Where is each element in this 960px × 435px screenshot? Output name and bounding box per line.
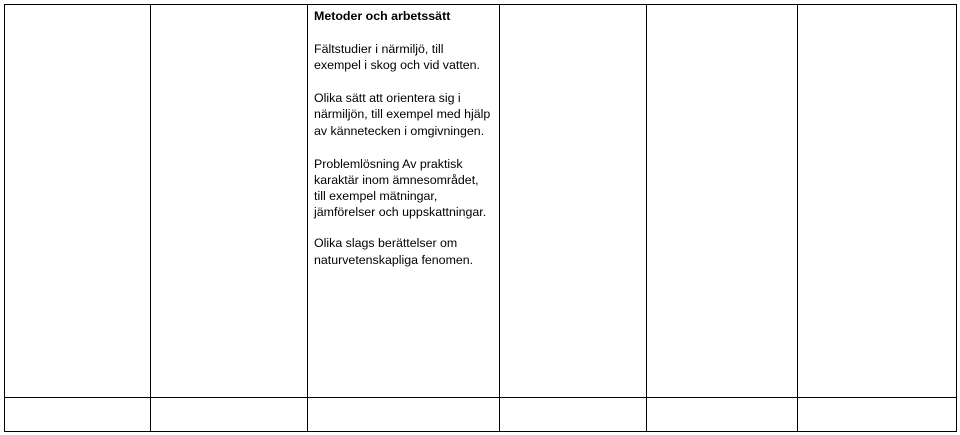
table-cell [647, 5, 798, 398]
tight-group [314, 156, 493, 268]
paragraph-orientation: Olika sätt att orientera sig i närmiljön, till exempel med hjälp av kännetecken i omgivningen. [314, 90, 491, 138]
section-heading: Metoder och arbetssätt [314, 9, 451, 23]
table-row [5, 5, 957, 398]
paragraph-field-studies: Fältstudier i närmiljö, till exempel i skog och vid vatten. [314, 41, 480, 73]
methods-content [308, 5, 499, 268]
table-cell [500, 398, 647, 432]
methods-cell [308, 5, 500, 398]
table-cell [151, 398, 308, 432]
table-cell [798, 5, 957, 398]
table-cell [647, 398, 798, 432]
content-table [4, 4, 957, 432]
paragraph-stories: Olika slags berättelser om naturvetenskapliga fenomen. [314, 236, 474, 267]
table-cell [308, 398, 500, 432]
table-row [5, 398, 957, 432]
table-cell [500, 5, 647, 398]
table-cell [151, 5, 308, 398]
paragraph-problem-solving: Problemlösning Av praktisk karaktär inom ämnesområdet, till exempel mätningar, jämförelser och uppskattningar. [314, 156, 487, 220]
table-cell [5, 398, 151, 432]
table-cell [798, 398, 957, 432]
table-cell [5, 5, 151, 398]
